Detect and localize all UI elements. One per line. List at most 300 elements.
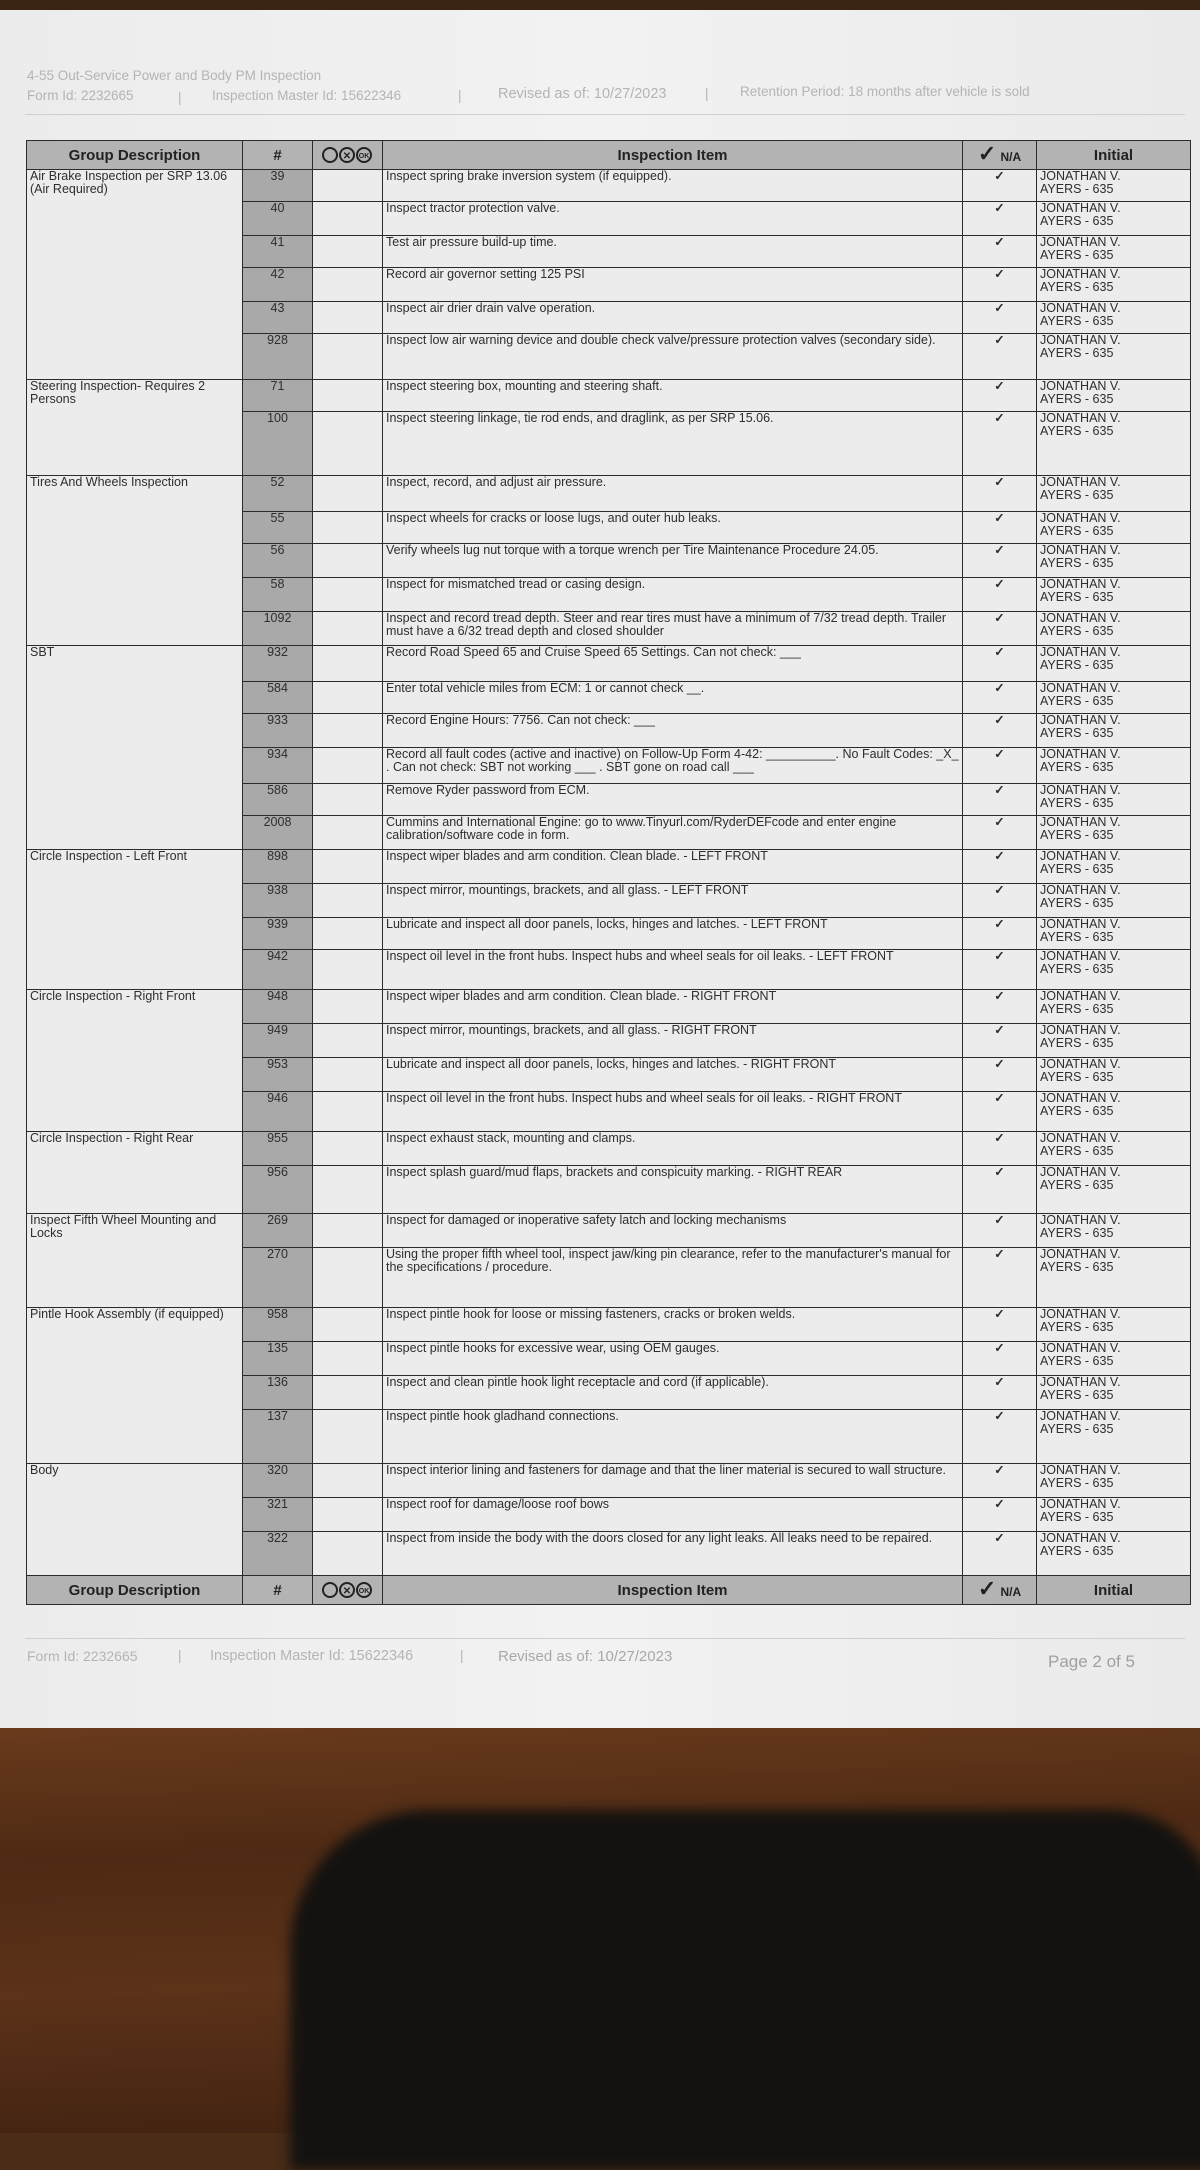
footer-form-id: Form Id: 2232665	[27, 1648, 138, 1664]
initial-id: AYERS - 635	[1040, 524, 1114, 538]
checkmark-icon: ✓	[963, 1092, 1037, 1132]
initial-cell	[1037, 412, 1191, 476]
footer-inspection-master: Inspection Master Id: 15622346	[210, 1648, 414, 1664]
item-number: 898	[243, 850, 313, 884]
item-number: 928	[243, 334, 313, 380]
checkmark-icon: ✓	[963, 1308, 1037, 1342]
initial-cell	[1037, 578, 1191, 612]
initial-cell	[1037, 1410, 1191, 1464]
item-number: 270	[243, 1248, 313, 1308]
inspection-item: Record Road Speed 65 and Cruise Speed 65 Settings. Can not check: ___	[383, 646, 963, 682]
initial-cell	[1037, 1058, 1191, 1092]
checkmark-icon: ✓	[963, 1498, 1037, 1532]
initial-id: AYERS - 635	[1040, 930, 1114, 944]
inspection-sheet	[0, 10, 1200, 1730]
na-label: N/A	[1000, 1584, 1022, 1599]
inspection-item: Verify wheels lug nut torque with a torque wrench per Tire Maintenance Procedure 24.05.	[383, 544, 963, 578]
item-number: 40	[243, 202, 313, 236]
initial-id: AYERS - 635	[1040, 658, 1114, 672]
initial-id: AYERS - 635	[1040, 488, 1114, 502]
initial-id: AYERS - 635	[1040, 1104, 1114, 1118]
status-cell	[313, 1342, 383, 1376]
col-status-icons	[313, 141, 383, 170]
status-cell	[313, 612, 383, 646]
initial-name: JONATHAN V.	[1040, 1023, 1121, 1037]
initial-name: JONATHAN V.	[1040, 379, 1121, 393]
initial-id: AYERS - 635	[1040, 1178, 1114, 1192]
footer-sep-1: |	[178, 1648, 182, 1663]
inspection-item: Inspect wheels for cracks or loose lugs, and outer hub leaks.	[383, 512, 963, 544]
header-revised: Revised as of: 10/27/2023	[498, 86, 667, 102]
col-group-description: Group Description	[27, 141, 243, 170]
status-cell	[313, 1092, 383, 1132]
inspection-item: Using the proper fifth wheel tool, inspect jaw/king pin clearance, refer to the manufacturer's manual for the specifications / procedure.	[383, 1248, 963, 1308]
initial-cell	[1037, 1498, 1191, 1532]
initial-name: JONATHAN V.	[1040, 1409, 1121, 1423]
initial-cell	[1037, 302, 1191, 334]
item-number: 135	[243, 1342, 313, 1376]
initial-id: AYERS - 635	[1040, 1036, 1114, 1050]
initial-id: AYERS - 635	[1040, 182, 1114, 196]
checkmark-icon: ✓	[963, 1058, 1037, 1092]
inspection-item: Inspect from inside the body with the doors closed for any light leaks. All leaks need to be repaired.	[383, 1532, 963, 1576]
table-row	[27, 1464, 1191, 1498]
inspection-item: Inspect tractor protection valve.	[383, 202, 963, 236]
status-cell	[313, 170, 383, 202]
initial-name: JONATHAN V.	[1040, 1307, 1121, 1321]
ok-circle-icon: OK	[356, 147, 372, 163]
status-cell	[313, 884, 383, 918]
initial-id: AYERS - 635	[1040, 760, 1114, 774]
inspection-item: Inspect for damaged or inoperative safety latch and locking mechanisms	[383, 1214, 963, 1248]
table-row	[27, 850, 1191, 884]
initial-id: AYERS - 635	[1040, 1476, 1114, 1490]
initial-name: JONATHAN V.	[1040, 849, 1121, 863]
group-description: Steering Inspection- Requires 2 Persons	[27, 380, 243, 476]
checkmark-icon: ✓	[963, 236, 1037, 268]
checkmark-icon: ✓	[963, 578, 1037, 612]
checkmark-icon: ✓	[963, 784, 1037, 816]
table-row	[27, 380, 1191, 412]
initial-id: AYERS - 635	[1040, 862, 1114, 876]
initial-name: JONATHAN V.	[1040, 577, 1121, 591]
status-cell	[313, 334, 383, 380]
inspection-item: Inspect, record, and adjust air pressure.	[383, 476, 963, 512]
checkmark-icon: ✓	[963, 950, 1037, 990]
empty-circle-icon	[322, 147, 338, 163]
dark-object-shadow	[290, 1810, 1200, 2170]
item-number: 43	[243, 302, 313, 334]
header-form-id: Form Id: 2232665	[27, 88, 134, 103]
checkmark-icon: ✓	[963, 1410, 1037, 1464]
initial-id: AYERS - 635	[1040, 248, 1114, 262]
inspection-item: Inspect mirror, mountings, brackets, and all glass. - LEFT FRONT	[383, 884, 963, 918]
item-number: 584	[243, 682, 313, 714]
initial-name: JONATHAN V.	[1040, 989, 1121, 1003]
inspection-item: Inspect oil level in the front hubs. Inspect hubs and wheel seals for oil leaks. - RIGHT FRONT	[383, 1092, 963, 1132]
inspection-item: Record Engine Hours: 7756. Can not check: ___	[383, 714, 963, 748]
inspection-table	[26, 140, 1191, 1605]
item-number: 953	[243, 1058, 313, 1092]
col-check-na-footer	[963, 1576, 1037, 1605]
item-number: 956	[243, 1166, 313, 1214]
initial-cell	[1037, 236, 1191, 268]
initial-cell	[1037, 850, 1191, 884]
initial-name: JONATHAN V.	[1040, 1131, 1121, 1145]
status-cell	[313, 1214, 383, 1248]
initial-id: AYERS - 635	[1040, 1260, 1114, 1274]
status-cell	[313, 1024, 383, 1058]
initial-name: JONATHAN V.	[1040, 1375, 1121, 1389]
status-cell	[313, 1166, 383, 1214]
checkmark-icon: ✓	[963, 268, 1037, 302]
inspection-item: Inspect pintle hook gladhand connections.	[383, 1410, 963, 1464]
inspection-item: Inspect oil level in the front hubs. Inspect hubs and wheel seals for oil leaks. - LEFT FRONT	[383, 950, 963, 990]
initial-name: JONATHAN V.	[1040, 883, 1121, 897]
initial-cell	[1037, 170, 1191, 202]
item-number: 321	[243, 1498, 313, 1532]
status-cell	[313, 990, 383, 1024]
col-group-description-footer: Group Description	[27, 1576, 243, 1605]
initial-cell	[1037, 646, 1191, 682]
checkmark-icon: ✓	[963, 1132, 1037, 1166]
checkmark-icon: ✓	[963, 302, 1037, 334]
initial-id: AYERS - 635	[1040, 694, 1114, 708]
inspection-item: Inspect for mismatched tread or casing design.	[383, 578, 963, 612]
checkmark-icon: ✓	[963, 990, 1037, 1024]
table-footer-row	[27, 1576, 1191, 1605]
item-number: 932	[243, 646, 313, 682]
inspection-item: Inspect air drier drain valve operation.	[383, 302, 963, 334]
initial-id: AYERS - 635	[1040, 1070, 1114, 1084]
ok-circle-icon: OK	[356, 1582, 372, 1598]
item-number: 52	[243, 476, 313, 512]
initial-name: JONATHAN V.	[1040, 475, 1121, 489]
initial-cell	[1037, 1248, 1191, 1308]
initial-id: AYERS - 635	[1040, 896, 1114, 910]
initial-cell	[1037, 1532, 1191, 1576]
status-cell	[313, 512, 383, 544]
col-number: #	[243, 141, 313, 170]
checkmark-icon: ✓	[963, 170, 1037, 202]
initial-name: JONATHAN V.	[1040, 611, 1121, 625]
col-initial-footer: Initial	[1037, 1576, 1191, 1605]
item-number: 42	[243, 268, 313, 302]
header-sep-2: |	[458, 88, 462, 103]
table-row	[27, 476, 1191, 512]
inspection-rows	[27, 170, 1191, 1576]
status-cell	[313, 682, 383, 714]
status-cell	[313, 1498, 383, 1532]
initial-name: JONATHAN V.	[1040, 1341, 1121, 1355]
item-number: 71	[243, 380, 313, 412]
footer-revised: Revised as of: 10/27/2023	[498, 1648, 673, 1665]
checkmark-icon: ✓	[963, 512, 1037, 544]
status-cell	[313, 380, 383, 412]
table-row	[27, 990, 1191, 1024]
checkmark-icon: ✓	[963, 682, 1037, 714]
initial-id: AYERS - 635	[1040, 346, 1114, 360]
inspection-item: Remove Ryder password from ECM.	[383, 784, 963, 816]
initial-name: JONATHAN V.	[1040, 1091, 1121, 1105]
group-description: Circle Inspection - Left Front	[27, 850, 243, 990]
checkmark-icon: ✓	[963, 544, 1037, 578]
checkmark-icon: ✓	[963, 748, 1037, 784]
group-description: Circle Inspection - Right Rear	[27, 1132, 243, 1214]
header-retention: Retention Period: 18 months after vehicle is sold	[740, 84, 1030, 99]
inspection-item: Inspect pintle hook for loose or missing fasteners, cracks or broken welds.	[383, 1308, 963, 1342]
checkmark-icon: ✓	[963, 850, 1037, 884]
initial-cell	[1037, 1308, 1191, 1342]
inspection-item: Inspect exhaust stack, mounting and clamps.	[383, 1132, 963, 1166]
item-number: 955	[243, 1132, 313, 1166]
checkmark-icon: ✓	[963, 1532, 1037, 1576]
initial-cell	[1037, 202, 1191, 236]
col-initial: Initial	[1037, 141, 1191, 170]
table-row	[27, 1308, 1191, 1342]
initial-cell	[1037, 714, 1191, 748]
status-cell	[313, 950, 383, 990]
status-cell	[313, 544, 383, 578]
item-number: 41	[243, 236, 313, 268]
checkmark-icon: ✓	[963, 412, 1037, 476]
item-number: 946	[243, 1092, 313, 1132]
initial-cell	[1037, 950, 1191, 990]
initial-cell	[1037, 1342, 1191, 1376]
footer-divider	[25, 1638, 1185, 1639]
item-number: 55	[243, 512, 313, 544]
initial-name: JONATHAN V.	[1040, 681, 1121, 695]
table-row	[27, 1132, 1191, 1166]
initial-id: AYERS - 635	[1040, 314, 1114, 328]
initial-cell	[1037, 380, 1191, 412]
initial-cell	[1037, 1132, 1191, 1166]
group-description: Air Brake Inspection per SRP 13.06 (Air Required)	[27, 170, 243, 380]
item-number: 948	[243, 990, 313, 1024]
x-circle-icon: ✕	[339, 1582, 355, 1598]
status-cell	[313, 302, 383, 334]
status-cell	[313, 268, 383, 302]
x-circle-icon: ✕	[339, 147, 355, 163]
checkmark-icon: ✓	[963, 334, 1037, 380]
checkmark-icon: ✓	[963, 1248, 1037, 1308]
status-cell	[313, 850, 383, 884]
item-number: 136	[243, 1376, 313, 1410]
inspection-item: Enter total vehicle miles from ECM: 1 or cannot check __.	[383, 682, 963, 714]
checkmark-icon: ✓	[963, 202, 1037, 236]
item-number: 56	[243, 544, 313, 578]
col-inspection-item-footer: Inspection Item	[383, 1576, 963, 1605]
initial-id: AYERS - 635	[1040, 424, 1114, 438]
status-cell	[313, 816, 383, 850]
initial-id: AYERS - 635	[1040, 1388, 1114, 1402]
initial-cell	[1037, 544, 1191, 578]
initial-cell	[1037, 918, 1191, 950]
inspection-item: Lubricate and inspect all door panels, locks, hinges and latches. - LEFT FRONT	[383, 918, 963, 950]
item-number: 934	[243, 748, 313, 784]
item-number: 939	[243, 918, 313, 950]
inspection-item: Inspect roof for damage/loose roof bows	[383, 1498, 963, 1532]
initial-name: JONATHAN V.	[1040, 645, 1121, 659]
inspection-item: Cummins and International Engine: go to www.Tinyurl.com/RyderDEFcode and enter engine calibration/software code in form.	[383, 816, 963, 850]
item-number: 100	[243, 412, 313, 476]
empty-circle-icon	[322, 1582, 338, 1598]
status-cell	[313, 1410, 383, 1464]
initial-cell	[1037, 1092, 1191, 1132]
item-number: 938	[243, 884, 313, 918]
initial-cell	[1037, 268, 1191, 302]
inspection-item: Inspect and record tread depth. Steer and rear tires must have a minimum of 7/32 tread depth. Trailer must have a 6/32 tread depth and closed shoulder	[383, 612, 963, 646]
checkmark-icon: ✓	[963, 1166, 1037, 1214]
initial-name: JONATHAN V.	[1040, 511, 1121, 525]
initial-id: AYERS - 635	[1040, 962, 1114, 976]
checkmark-icon: ✓	[963, 1024, 1037, 1058]
checkmark-icon: ✓	[963, 1342, 1037, 1376]
group-description: Tires And Wheels Inspection	[27, 476, 243, 646]
status-cell	[313, 646, 383, 682]
inspection-item: Inspect wiper blades and arm condition. Clean blade. - LEFT FRONT	[383, 850, 963, 884]
status-cell	[313, 476, 383, 512]
checkmark-icon: ✓	[963, 476, 1037, 512]
status-cell	[313, 784, 383, 816]
initial-id: AYERS - 635	[1040, 1226, 1114, 1240]
initial-name: JONATHAN V.	[1040, 267, 1121, 281]
initial-cell	[1037, 1214, 1191, 1248]
checkmark-icon: ✓	[963, 1214, 1037, 1248]
inspection-item: Inspect and clean pintle hook light receptacle and cord (if applicable).	[383, 1376, 963, 1410]
status-cell	[313, 1132, 383, 1166]
initial-name: JONATHAN V.	[1040, 169, 1121, 183]
footer-sep-2: |	[460, 1648, 464, 1663]
form-title: 4-55 Out-Service Power and Body PM Inspection	[27, 68, 322, 83]
initial-name: JONATHAN V.	[1040, 747, 1121, 761]
status-cell	[313, 1058, 383, 1092]
group-description: Circle Inspection - Right Front	[27, 990, 243, 1132]
initial-name: JONATHAN V.	[1040, 201, 1121, 215]
status-cell	[313, 412, 383, 476]
initial-name: JONATHAN V.	[1040, 1531, 1121, 1545]
initial-cell	[1037, 512, 1191, 544]
initial-name: JONATHAN V.	[1040, 815, 1121, 829]
item-number: 586	[243, 784, 313, 816]
initial-name: JONATHAN V.	[1040, 411, 1121, 425]
initial-name: JONATHAN V.	[1040, 235, 1121, 249]
inspection-item: Inspect interior lining and fasteners for damage and that the liner material is secured to wall structure.	[383, 1464, 963, 1498]
initial-id: AYERS - 635	[1040, 214, 1114, 228]
initial-cell	[1037, 1376, 1191, 1410]
inspection-item: Test air pressure build-up time.	[383, 236, 963, 268]
checkmark-icon: ✓	[963, 380, 1037, 412]
checkmark-icon: ✓	[963, 1464, 1037, 1498]
initial-id: AYERS - 635	[1040, 796, 1114, 810]
initial-cell	[1037, 990, 1191, 1024]
initial-id: AYERS - 635	[1040, 1510, 1114, 1524]
initial-name: JONATHAN V.	[1040, 1497, 1121, 1511]
checkmark-icon: ✓	[963, 612, 1037, 646]
initial-name: JONATHAN V.	[1040, 301, 1121, 315]
header-inspection-master: Inspection Master Id: 15622346	[212, 88, 402, 103]
initial-cell	[1037, 612, 1191, 646]
group-description: Pintle Hook Assembly (if equipped)	[27, 1308, 243, 1464]
item-number: 949	[243, 1024, 313, 1058]
initial-cell	[1037, 784, 1191, 816]
group-description: Inspect Fifth Wheel Mounting and Locks	[27, 1214, 243, 1308]
col-status-icons-footer	[313, 1576, 383, 1605]
initial-cell	[1037, 1166, 1191, 1214]
initial-name: JONATHAN V.	[1040, 783, 1121, 797]
item-number: 137	[243, 1410, 313, 1464]
item-number: 320	[243, 1464, 313, 1498]
item-number: 1092	[243, 612, 313, 646]
item-number: 2008	[243, 816, 313, 850]
initial-id: AYERS - 635	[1040, 392, 1114, 406]
status-cell	[313, 1308, 383, 1342]
col-check-na	[963, 141, 1037, 170]
initial-cell	[1037, 1464, 1191, 1498]
checkmark-icon: ✓	[977, 1575, 997, 1601]
inspection-item: Record air governor setting 125 PSI	[383, 268, 963, 302]
status-cell	[313, 578, 383, 612]
col-number-footer: #	[243, 1576, 313, 1605]
initial-id: AYERS - 635	[1040, 1354, 1114, 1368]
initial-cell	[1037, 1024, 1191, 1058]
item-number: 942	[243, 950, 313, 990]
col-inspection-item: Inspection Item	[383, 141, 963, 170]
initial-id: AYERS - 635	[1040, 726, 1114, 740]
table-header-row	[27, 141, 1191, 170]
initial-id: AYERS - 635	[1040, 556, 1114, 570]
item-number: 39	[243, 170, 313, 202]
checkmark-icon: ✓	[963, 884, 1037, 918]
status-cell	[313, 1532, 383, 1576]
header-sep-3: |	[705, 86, 709, 101]
status-cell	[313, 714, 383, 748]
initial-id: AYERS - 635	[1040, 1320, 1114, 1334]
item-number: 322	[243, 1532, 313, 1576]
initial-id: AYERS - 635	[1040, 1144, 1114, 1158]
table-row	[27, 1214, 1191, 1248]
checkmark-icon: ✓	[963, 918, 1037, 950]
table-row	[27, 646, 1191, 682]
initial-id: AYERS - 635	[1040, 1002, 1114, 1016]
item-number: 269	[243, 1214, 313, 1248]
initial-name: JONATHAN V.	[1040, 1057, 1121, 1071]
group-description: SBT	[27, 646, 243, 850]
item-number: 958	[243, 1308, 313, 1342]
initial-id: AYERS - 635	[1040, 590, 1114, 604]
initial-name: JONATHAN V.	[1040, 1247, 1121, 1261]
inspection-item: Inspect low air warning device and double check valve/pressure protection valves (secondary side).	[383, 334, 963, 380]
initial-cell	[1037, 682, 1191, 714]
initial-name: JONATHAN V.	[1040, 1165, 1121, 1179]
inspection-item: Inspect steering linkage, tie rod ends, and draglink, as per SRP 15.06.	[383, 412, 963, 476]
inspection-item: Inspect pintle hooks for excessive wear, using OEM gauges.	[383, 1342, 963, 1376]
initial-name: JONATHAN V.	[1040, 1463, 1121, 1477]
initial-cell	[1037, 884, 1191, 918]
initial-cell	[1037, 748, 1191, 784]
initial-cell	[1037, 334, 1191, 380]
checkmark-icon: ✓	[963, 714, 1037, 748]
table-row	[27, 170, 1191, 202]
inspection-item: Inspect mirror, mountings, brackets, and all glass. - RIGHT FRONT	[383, 1024, 963, 1058]
checkmark-icon: ✓	[963, 646, 1037, 682]
page-number: Page 2 of 5	[1048, 1652, 1135, 1671]
initial-name: JONATHAN V.	[1040, 1213, 1121, 1227]
inspection-item: Inspect wiper blades and arm condition. Clean blade. - RIGHT FRONT	[383, 990, 963, 1024]
inspection-item: Inspect splash guard/mud flaps, brackets and conspicuity marking. - RIGHT REAR	[383, 1166, 963, 1214]
checkmark-icon: ✓	[963, 1376, 1037, 1410]
initial-name: JONATHAN V.	[1040, 713, 1121, 727]
